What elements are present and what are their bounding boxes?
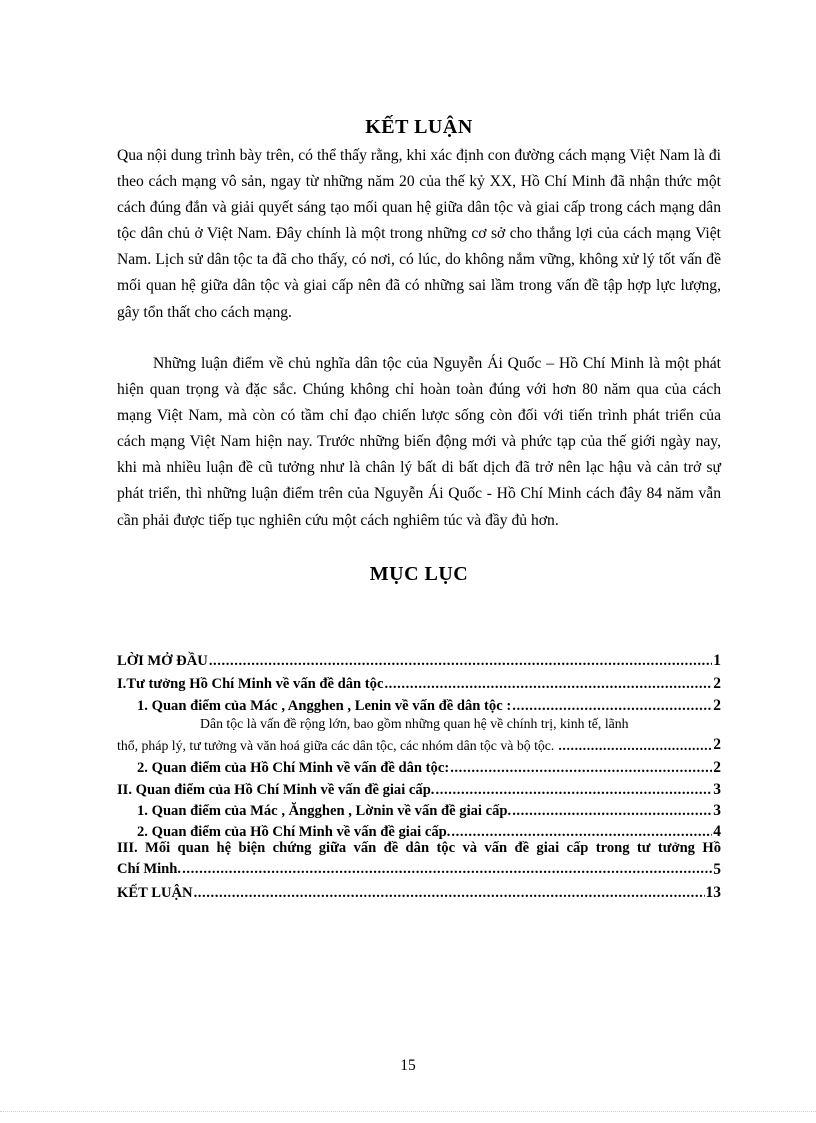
toc-entry-page: 5 bbox=[713, 861, 721, 878]
toc-entry-section-1-2[interactable] bbox=[137, 757, 721, 777]
toc-leader-dots bbox=[435, 782, 712, 799]
toc-entry-page: 4 bbox=[713, 823, 721, 840]
toc-entry-label: LỜI MỞ ĐẦU bbox=[117, 653, 208, 669]
toc-entry-section-2[interactable] bbox=[117, 779, 721, 799]
toc-entry-label-line-1: III. Mối quan hệ biện chứng giữa vấn đề dân tộc và vấn đề giai cấp trong tư tưởng Hồ bbox=[117, 840, 721, 856]
toc-entry-description[interactable] bbox=[117, 714, 721, 734]
toc-entry-section-1[interactable] bbox=[117, 673, 721, 693]
toc-entry-page: 2 bbox=[713, 675, 721, 692]
toc-entry-label: II. Quan điểm của Hồ Chí Minh về vấn đề giai cấp. bbox=[117, 782, 435, 798]
toc-entry-page: 2 bbox=[713, 759, 721, 776]
toc-description-line-1: Dân tộc là vấn đề rộng lớn, bao gồm những quan hệ về chính trị, kinh tế, lãnh bbox=[200, 716, 629, 731]
toc-entry-section-3[interactable] bbox=[117, 838, 721, 880]
toc-leader-dots bbox=[558, 738, 713, 754]
toc-entry-page: 2 bbox=[713, 697, 721, 714]
toc-entry-page: 3 bbox=[713, 781, 721, 798]
toc-entry-label: 1. Quan điểm của Mác , Ăngghen , Lờnin về vấn đề giai cấp. bbox=[137, 803, 512, 819]
toc-entry-description-end[interactable] bbox=[117, 734, 721, 754]
toc-entry-section-2-1[interactable] bbox=[137, 800, 721, 820]
page-bottom-border bbox=[0, 1111, 816, 1112]
toc-entry-label-line-2: Chí Minh. bbox=[117, 861, 182, 877]
toc-leader-dots bbox=[450, 760, 712, 777]
page-number: 15 bbox=[400, 1057, 416, 1074]
toc-entry-intro[interactable] bbox=[117, 650, 721, 670]
toc-leader-dots bbox=[384, 676, 712, 693]
toc-description-line-2: thổ, pháp lý, tư tưởng và văn hoá giữa các dân tộc, các nhóm dân tộc và bộ tộc. bbox=[117, 738, 555, 753]
toc-entry-label: KẾT LUẬN bbox=[117, 885, 193, 901]
toc-entry-label: 1. Quan điểm của Mác , Angghen , Lenin về vấn đề dân tộc : bbox=[137, 698, 512, 714]
toc-entry-page: 1 bbox=[713, 652, 721, 669]
conclusion-paragraph-1: Qua nội dung trình bày trên, có thể thấy rằng, khi xác định con đường cách mạng Việt Nam là đi theo cách mạng vô sản, ngay từ những năm 20 của thế kỷ XX, Hồ Chí Minh đã nhận thức một cách đúng đắn và giải quyết sáng tạo mối quan hệ giữa dân tộc và giai cấp trong cách mạng dân tộc dân chủ ở Việt Nam. Đây chính là một trong những cơ sở cho thắng lợi của cách mạng Việt Nam. Lịch sử dân tộc ta đã cho thấy, có nơi, có lúc, do không nắm vững, không xử lý tốt vấn đề mối quan hệ giữa dân tộc và giai cấp nên đã có những sai lầm trong vấn đề tập hợp lực lượng, gây tổn thất cho cách mạng. bbox=[117, 147, 721, 321]
toc-leader-dots bbox=[209, 653, 712, 670]
conclusion-paragraph-2: Những luận điểm về chủ nghĩa dân tộc của Nguyễn Ái Quốc – Hồ Chí Minh là một phát hiện quan trọng và đặc sắc. Chúng không chỉ hoàn toàn đúng với hơn 80 năm qua của cách mạng Việt Nam, mà còn có tầm chỉ đạo chiến lược sống còn đối với tiến trình phát triển của cách mạng Việt Nam hiện nay. Trước những biến động mới và phức tạp của thế giới ngày nay, khi mà nhiều luận đề cũ tưởng như là chân lý bất di bất dịch đã trở nên lạc hậu và cản trở sự phát triển, thì những luận điểm trên của Nguyễn Ái Quốc - Hồ Chí Minh cách đây 84 năm vẫn cần phải được tiếp tục nghiên cứu một cách nghiêm túc và đầy đủ hơn. bbox=[117, 355, 721, 529]
toc-entry-label: 2. Quan điểm của Hồ Chí Minh về vấn đề giai cấp. bbox=[137, 824, 451, 840]
toc-leader-dots bbox=[182, 859, 712, 880]
toc-title: MỤC LỤC bbox=[369, 563, 469, 585]
toc-entry-page: 13 bbox=[705, 884, 721, 901]
toc-leader-dots bbox=[512, 698, 712, 715]
toc-entry-label: 2. Quan điểm của Hồ Chí Minh về vấn đề dân tộc: bbox=[137, 760, 450, 776]
toc-entry-conclusion[interactable] bbox=[117, 882, 721, 902]
toc-leader-dots bbox=[512, 803, 712, 820]
toc-entry-page: 2 bbox=[713, 736, 721, 753]
toc-leader-dots bbox=[194, 885, 705, 902]
toc-entry-page: 3 bbox=[713, 802, 721, 819]
toc-entry-label: I.Tư tưởng Hồ Chí Minh về vấn đề dân tộc bbox=[117, 676, 384, 692]
toc-entry-section-1-1[interactable] bbox=[137, 695, 721, 715]
conclusion-title: KẾT LUẬN bbox=[365, 116, 473, 138]
